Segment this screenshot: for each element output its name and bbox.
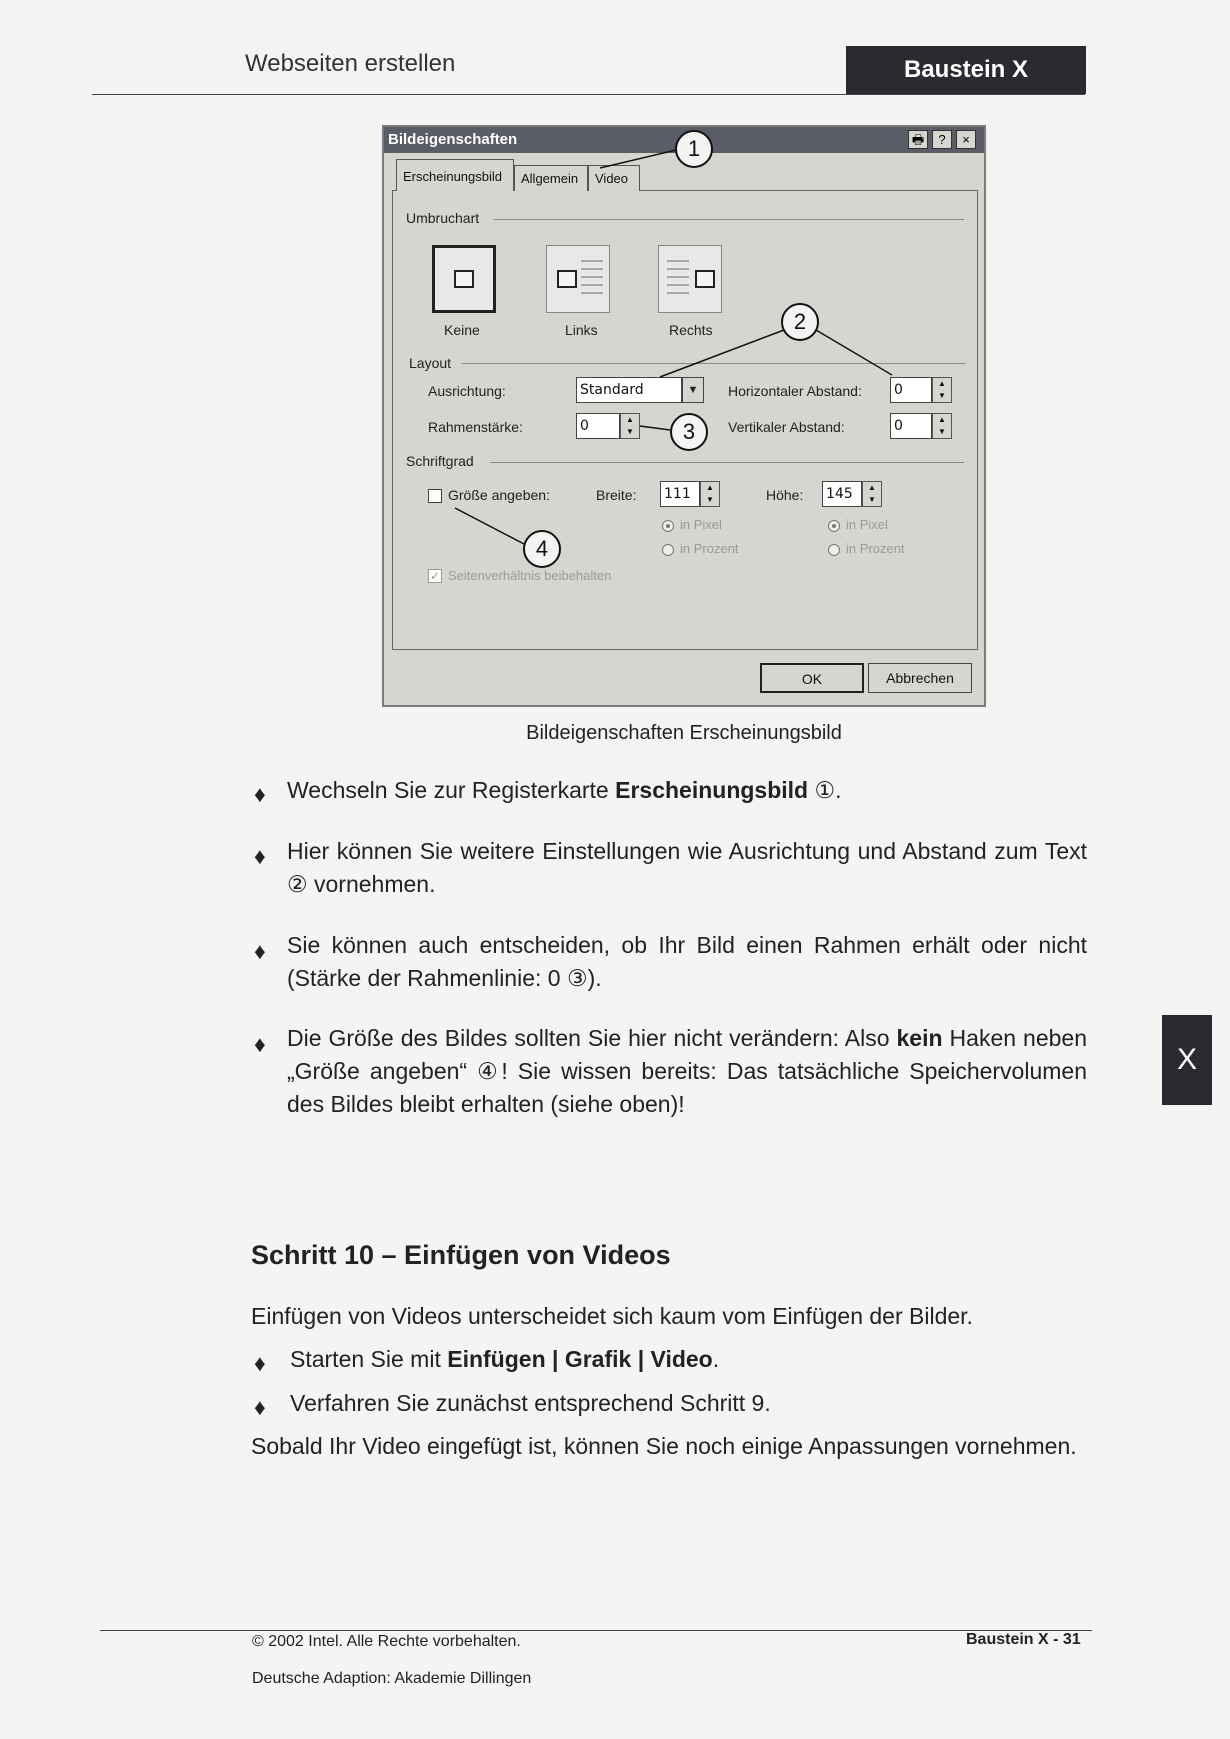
footer-copyright: © 2002 Intel. Alle Rechte vorbehalten. [252,1633,521,1650]
bullet-item-4: Die Größe des Bildes sollten Sie hier nicht verändern: Also kein Haken neben „Größe angeben“ ④! Sie wissen bereits: Das tatsächliche Speichervolumen des Bildes bleibt erhalten (siehe oben)! [287,1025,1087,1117]
callout-4-line [455,508,524,544]
bullet-item-1: Wechseln Sie zur Registerkarte Erscheinungsbild ①. [287,777,842,803]
border-input[interactable]: 0 [576,413,620,439]
alignment-label: Ausrichtung: [428,383,506,399]
alignment-select[interactable]: Standard [576,377,682,403]
hspace-input[interactable]: 0 [890,377,932,403]
keep-aspect-checkbox[interactable]: ✓ [429,569,441,583]
width-pixel-label: in Pixel [680,517,722,532]
bullet-icon: ♦ [254,1350,266,1376]
footer-page-ref: Baustein X - 31 [966,1631,1081,1648]
figure-caption: Bildeigenschaften Erscheinungsbild [526,722,842,744]
callout-2-line-left [660,330,784,377]
bullet-icon: ♦ [254,781,266,807]
callout-1: 1 [675,130,713,168]
bullet-icon: ♦ [254,938,266,964]
hspace-spinner[interactable]: ▲ ▼ [932,377,952,403]
height-pixel-label: in Pixel [846,517,888,532]
callout-2: 2 [781,303,819,341]
chevron-down-icon[interactable]: ▼ [682,377,704,403]
section-label: Baustein X [903,56,1029,83]
vspace-input[interactable]: 0 [890,413,932,439]
section-outro: Sobald Ihr Video eingefügt ist, können Sie noch einige Anpassungen vornehmen. [251,1433,1077,1459]
callout-1-line [600,150,676,168]
callout-2-line-right [816,330,892,375]
keep-aspect-label: Seitenverhältnis beibehalten [448,568,612,583]
wrap-group-label: Umbruchart [406,210,480,226]
border-label: Rahmenstärke: [428,419,523,435]
callout-3: 3 [670,413,708,451]
footer-adaption: Deutsche Adaption: Akademie Dillingen [252,1670,532,1687]
cancel-button[interactable]: Abbrechen [868,663,972,693]
step-item-1: Starten Sie mit Einfügen | Grafik | Video. [290,1346,720,1372]
print-icon[interactable]: 🖶 [908,130,928,149]
running-header-title: Webseiten erstellen [245,50,456,77]
layout-group-label: Layout [409,355,452,371]
step-item-2: Verfahren Sie zunächst entsprechend Schritt 9. [290,1390,771,1416]
bullet-icon: ♦ [254,1394,266,1420]
width-spinner[interactable]: ▲ ▼ [700,481,720,507]
wrap-none-label: Keine [444,322,480,338]
bullet-icon: ♦ [254,843,266,869]
vspace-spinner[interactable]: ▲ ▼ [932,413,952,439]
callout-4: 4 [523,530,561,568]
dialog-titlebar: Bildeigenschaften [384,127,984,153]
section-heading: Schritt 10 – Einfügen von Videos [251,1240,671,1270]
wrap-left-label: Links [565,322,598,338]
bullet-item-3: Sie können auch entscheiden, ob Ihr Bild einen Rahmen erhält oder nicht (Stärke der Rahmenlinie: 0 ③). [287,932,1087,991]
height-percent-label: in Prozent [846,541,905,556]
close-icon: X [1176,1043,1197,1076]
height-spinner[interactable]: ▲ ▼ [862,481,882,507]
ok-button[interactable]: OK [760,663,864,693]
callout-3-line [640,426,670,430]
width-input[interactable]: 111 [660,481,700,507]
bullet-icon: ♦ [254,1031,266,1057]
height-label: Höhe: [766,487,804,503]
vspace-label: Vertikaler Abstand: [728,419,845,435]
tab-erscheinungsbild[interactable]: Erscheinungsbild [396,159,514,191]
close-icon[interactable]: × [956,130,976,149]
width-percent-label: in Prozent [680,541,739,556]
footer-rule [100,1630,1092,1631]
tab-video[interactable]: Video [588,165,640,191]
help-button[interactable]: ? [932,130,952,149]
section-intro: Einfügen von Videos unterscheidet sich kaum vom Einfügen der Bilder. [251,1303,973,1329]
border-spinner[interactable]: ▲ ▼ [620,413,640,439]
height-input[interactable]: 145 [822,481,862,507]
tab-allgemein[interactable]: Allgemein [514,165,588,191]
bullet-item-2: Hier können Sie weitere Einstellungen wie Ausrichtung und Abstand zum Text ② vornehmen. [287,838,1087,897]
wrap-right-label: Rechts [669,322,713,338]
specify-size-label: Größe angeben: [448,487,550,503]
size-group-label: Schriftgrad [406,453,474,469]
hspace-label: Horizontaler Abstand: [728,383,862,399]
width-label: Breite: [596,487,637,503]
side-section-tab [1162,1015,1212,1105]
